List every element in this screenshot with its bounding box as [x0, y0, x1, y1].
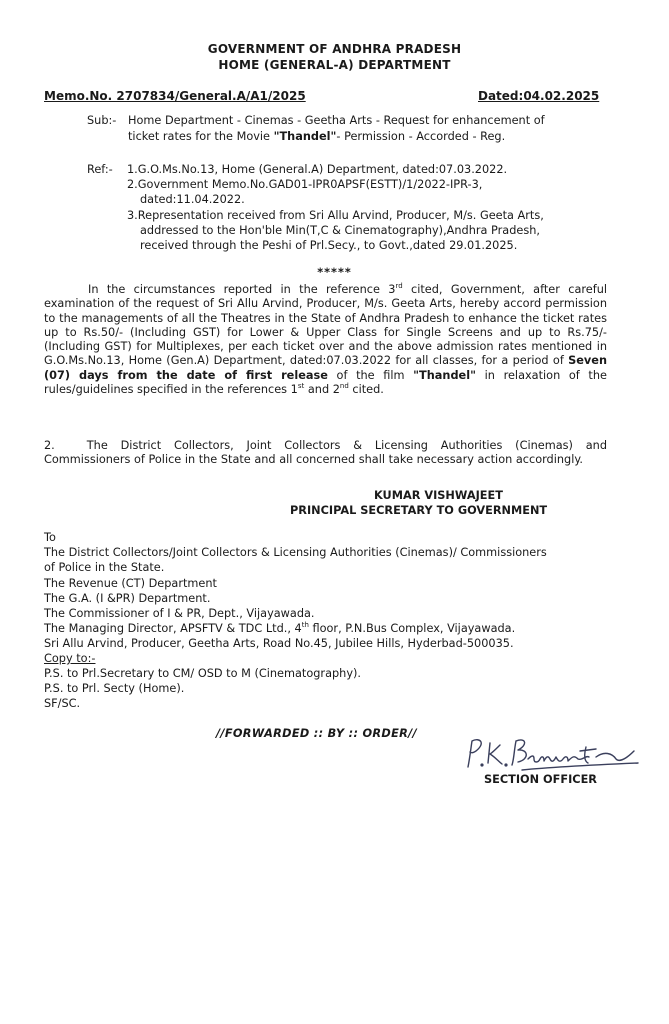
film-name: "Thandel" — [413, 368, 476, 382]
copy-line: P.S. to Prl. Secty (Home). — [44, 682, 185, 695]
reference-item: addressed to the Hon'ble Min(T,C & Cinematography),Andhra Pradesh, — [140, 224, 540, 237]
recipient-line: of Police in the State. — [44, 561, 165, 574]
to-label: To — [44, 531, 56, 544]
forwarded-by-order: //FORWARDED :: BY :: ORDER// — [216, 727, 417, 740]
action-paragraph: 2. The District Collectors, Joint Collectors & Licensing Authorities (Cinemas) and Commissioners of Police in the State and all concerned shall take necessary action accordingly. — [44, 439, 607, 467]
section-officer-title: SECTION OFFICER — [484, 773, 597, 786]
recipient-line: The District Collectors/Joint Collectors & Licensing Authorities (Cinemas)/ Commissioners — [44, 546, 547, 559]
recipient-line: Sri Allu Arvind, Producer, Geetha Arts, Road No.45, Jubilee Hills, Hyderbad-500035. — [44, 637, 514, 650]
film-name: "Thandel" — [273, 130, 337, 143]
copy-line: SF/SC. — [44, 697, 81, 710]
reference-item: 3.Representation received from Sri Allu Arvind, Producer, M/s. Geeta Arts, — [127, 209, 544, 222]
memo-date: Dated:04.02.2025 — [478, 89, 600, 103]
signatory-name: KUMAR VISHWAJEET — [374, 489, 503, 502]
handwritten-signature — [462, 733, 652, 775]
signatory-title: PRINCIPAL SECRETARY TO GOVERNMENT — [290, 504, 548, 517]
subject-line-1: Home Department - Cinemas - Geetha Arts - Request for enhancement of — [128, 114, 545, 127]
recipient-line: The Managing Director, APSFTV & TDC Ltd., 4th floor, P.N.Bus Complex, Vijayawada. — [44, 621, 516, 635]
reference-item: received through the Peshi of Prl.Secy., to Govt.,dated 29.01.2025. — [140, 239, 518, 252]
copy-to-label: Copy to:- — [44, 652, 96, 665]
main-paragraph: In the circumstances reported in the reference 3rd cited, Government, after careful examination of the request of Sri Allu Arvind, Producer, M/s. Geeta Arts, hereby accord permission to the managements of all the Theatres in the State of Andhra Pradesh to enhance the ticket rates up to Rs.50/- (Including GST) for Lower & Upper Class for Single Screens and up to Rs.75/- (Including GST) for Multiplexes, per each ticket over and the above admission rates mentioned in G.O.Ms.No.13, Home (Gen.A) Department, dated:07.03.2022 for all classes, for a period of Seven (07) days from the date of first release of the film "Thandel" in relaxation of the rules/guidelines specified in the references 1st and 2nd cited. — [44, 282, 607, 397]
department-title: HOME (GENERAL-A) DEPARTMENT — [218, 58, 451, 72]
subject-line-2: ticket rates for the Movie "Thandel"- Permission - Accorded - Reg. — [128, 130, 506, 143]
memo-number: Memo.No. 2707834/General.A/A1/2025 — [44, 89, 306, 103]
period-highlight: Seven (07) days from the date of first release — [44, 354, 607, 382]
copy-line: P.S. to Prl.Secretary to CM/ OSD to M (Cinematography). — [44, 667, 362, 680]
reference-label: Ref:- — [87, 163, 113, 176]
reference-item: dated:11.04.2022. — [140, 193, 245, 206]
recipient-line: The G.A. (I &PR) Department. — [44, 592, 211, 605]
reference-item: 1.G.O.Ms.No.13, Home (General.A) Department, dated:07.03.2022. — [127, 163, 508, 176]
govt-title: GOVERNMENT OF ANDHRA PRADESH — [207, 42, 462, 56]
recipient-line: The Commissioner of I & PR, Dept., Vijayawada. — [44, 607, 315, 620]
reference-item: 2.Government Memo.No.GAD01-IPR0APSF(ESTT)/1/2022-IPR-3, — [127, 178, 483, 191]
separator: ***** — [317, 266, 352, 279]
subject-label: Sub:- — [87, 114, 117, 127]
recipient-line: The Revenue (CT) Department — [44, 577, 217, 590]
